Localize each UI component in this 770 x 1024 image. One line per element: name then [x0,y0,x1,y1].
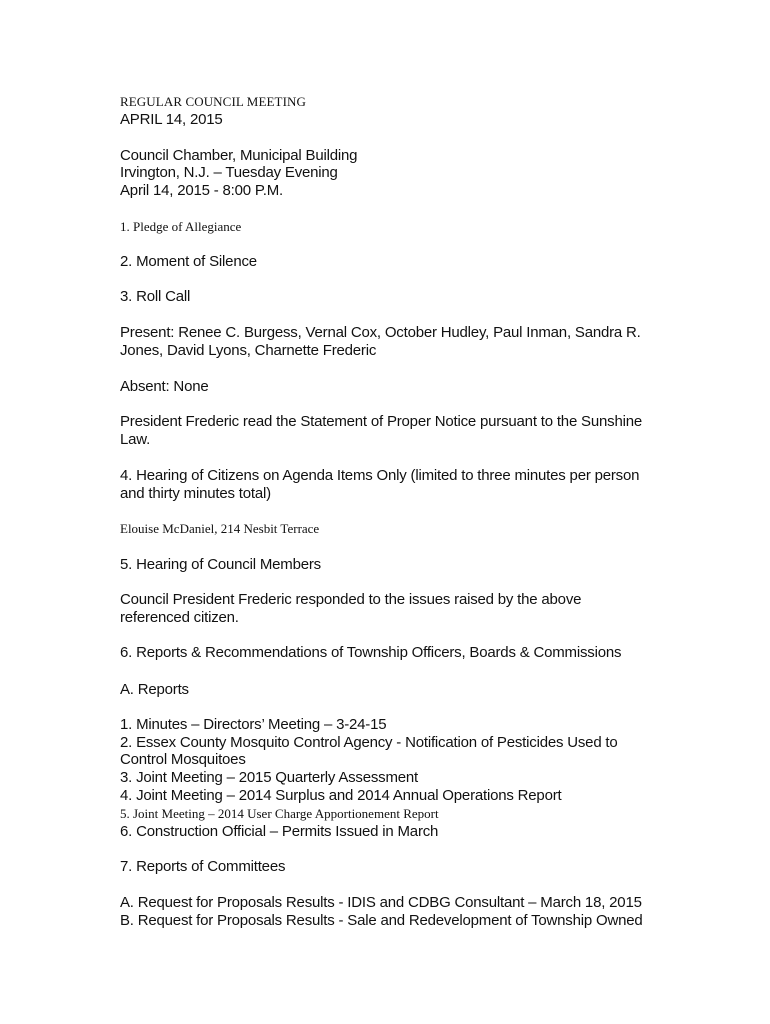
location-datetime: April 14, 2015 - 8:00 P.M. [120,182,283,199]
committees-heading: 7. Reports of Committees [120,858,286,875]
item-roll-call: 3. Roll Call [120,288,191,305]
location-place: Council Chamber, Municipal Building [120,147,358,164]
report-item: 6. Construction Official – Permits Issued in March [120,823,439,840]
present-line-1: Present: Renee C. Burgess, Vernal Cox, October Hudley, Paul Inman, Sandra R. [120,324,641,341]
response-line-1: Council President Frederic responded to the issues raised by the above [120,591,582,608]
hearing-council: 5. Hearing of Council Members [120,556,321,573]
report-item: Control Mosquitoes [120,751,246,768]
reports-recommendations: 6. Reports & Recommendations of Township Officers, Boards & Commissions [120,644,622,661]
meeting-date: APRIL 14, 2015 [120,111,223,128]
notice-line-2: Law. [120,431,151,448]
notice-line-1: President Frederic read the Statement of Proper Notice pursuant to the Sunshine [120,413,643,430]
report-item: 2. Essex County Mosquito Control Agency - Notification of Pesticides Used to [120,734,618,751]
committee-item-b: B. Request for Proposals Results - Sale and Redevelopment of Township Owned [120,912,643,929]
report-item: 3. Joint Meeting – 2015 Quarterly Assessment [120,769,419,786]
meeting-title: REGULAR COUNCIL MEETING [120,94,306,109]
hearing-citizens-line-2: and thirty minutes total) [120,485,271,502]
reports-heading: A. Reports [120,681,189,698]
committee-item-a: A. Request for Proposals Results - IDIS and CDBG Consultant – March 18, 2015 [120,894,642,911]
report-item: 4. Joint Meeting – 2014 Surplus and 2014 Annual Operations Report [120,787,562,804]
present-line-2: Jones, David Lyons, Charnette Frederic [120,342,377,359]
item-silence: 2. Moment of Silence [120,253,257,270]
absent-line: Absent: None [120,378,209,395]
report-item: 5. Joint Meeting – 2014 User Charge Apportionement Report [120,806,439,821]
citizen-entry: Elouise McDaniel, 214 Nesbit Terrace [120,521,320,536]
report-item: 1. Minutes – Directors’ Meeting – 3-24-15 [120,716,387,733]
item-pledge: 1. Pledge of Allegiance [120,219,242,234]
hearing-citizens-line-1: 4. Hearing of Citizens on Agenda Items Only (limited to three minutes per person [120,467,640,484]
location-town: Irvington, N.J. – Tuesday Evening [120,164,338,181]
response-line-2: referenced citizen. [120,609,239,626]
